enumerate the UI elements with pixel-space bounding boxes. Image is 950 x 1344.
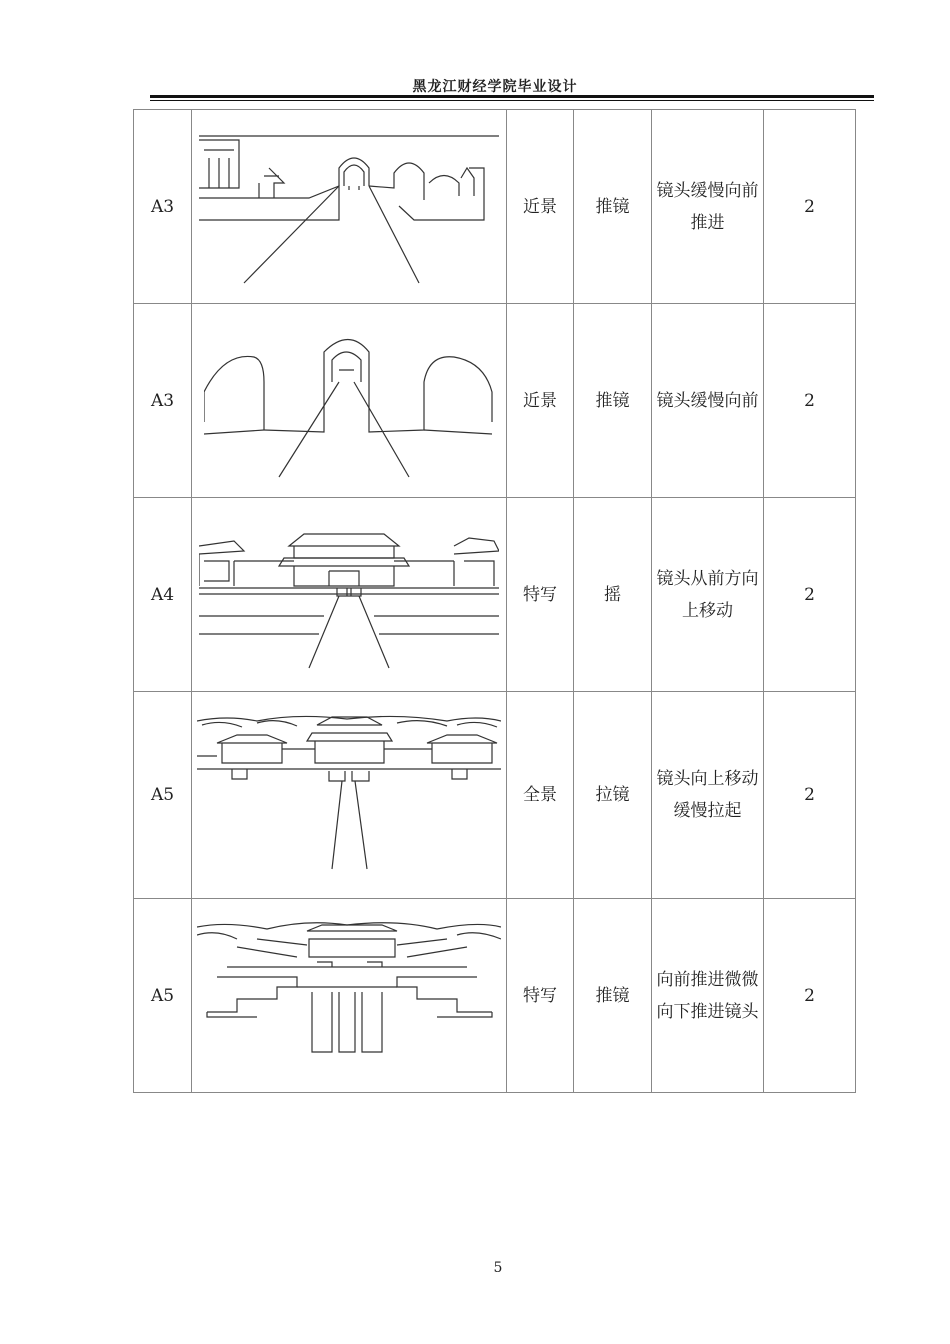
camera-move-cell: 摇 — [574, 498, 652, 692]
description-cell: 向前推进微微向下推进镜头 — [652, 899, 764, 1093]
storyboard-table — [133, 109, 856, 1093]
shot-id-cell: A3 — [134, 304, 192, 498]
storyboard-image-cell — [192, 110, 507, 304]
description-cell: 镜头从前方向上移动 — [652, 498, 764, 692]
corridor-gate-sketch — [199, 128, 499, 286]
palace-terrace-aerial-sketch — [197, 917, 501, 1075]
shot-id-cell: A5 — [134, 692, 192, 899]
table-row — [134, 304, 856, 498]
header-rule — [150, 95, 874, 98]
description-cell: 镜头缓慢向前 — [652, 304, 764, 498]
camera-move-cell: 推镜 — [574, 899, 652, 1093]
page-number: 5 — [493, 1260, 503, 1276]
shot-size-cell: 特写 — [507, 498, 574, 692]
shot-size-cell: 近景 — [507, 110, 574, 304]
table-row — [134, 692, 856, 899]
duration-cell: 2 — [764, 899, 856, 1093]
duration-cell: 2 — [764, 110, 856, 304]
storyboard-image-cell — [192, 498, 507, 692]
shot-size-cell: 近景 — [507, 304, 574, 498]
duration-cell: 2 — [764, 498, 856, 692]
description-cell: 镜头向上移动缓慢拉起 — [652, 692, 764, 899]
shot-id-cell: A5 — [134, 899, 192, 1093]
table-row — [134, 498, 856, 692]
shot-id-cell: A3 — [134, 110, 192, 304]
shot-size-cell: 特写 — [507, 899, 574, 1093]
document-header-title: 黑龙江财经学院毕业设计 — [412, 79, 578, 95]
storyboard-image-cell — [192, 304, 507, 498]
description-cell: 镜头缓慢向前推进 — [652, 110, 764, 304]
shot-id-cell: A4 — [134, 498, 192, 692]
header-rule-thin — [150, 100, 874, 101]
duration-cell: 2 — [764, 304, 856, 498]
shot-size-cell: 全景 — [507, 692, 574, 899]
table-row — [134, 899, 856, 1093]
table-row — [134, 110, 856, 304]
storyboard-image-cell — [192, 899, 507, 1093]
storyboard-image-cell — [192, 692, 507, 899]
camera-move-cell: 推镜 — [574, 304, 652, 498]
duration-cell: 2 — [764, 692, 856, 899]
camera-move-cell: 推镜 — [574, 110, 652, 304]
camera-move-cell: 拉镜 — [574, 692, 652, 899]
palace-gate-front-sketch — [199, 516, 499, 674]
arch-gate-closeup-sketch — [204, 322, 494, 480]
palace-complex-panorama-sketch — [197, 711, 501, 879]
